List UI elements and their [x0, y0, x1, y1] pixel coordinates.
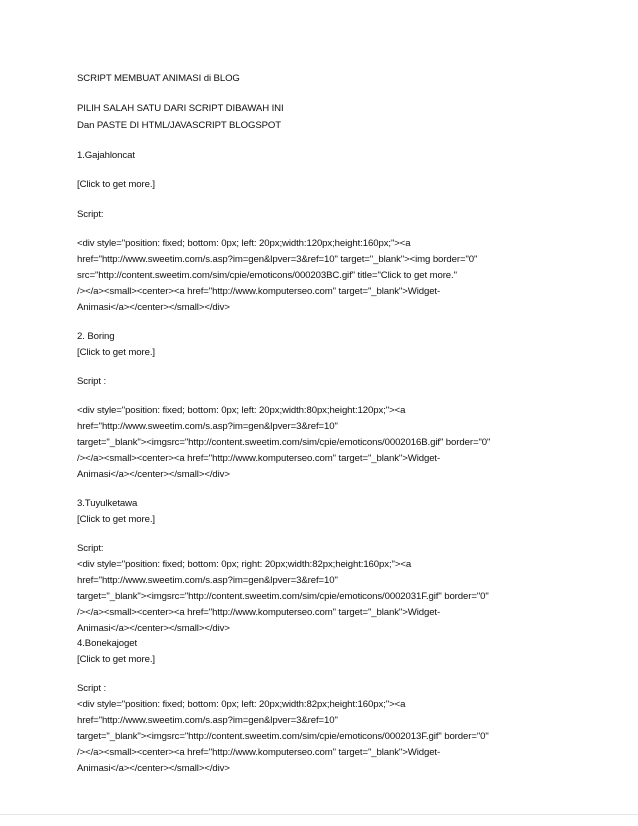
code-line: /></a><small><center><a href="http://www.komputerseo.com" target="_blank">Widget- [77, 747, 441, 758]
code-line: href="http://www.sweetim.com/s.asp?im=gen&lpver=3&ref=10" target="_blank"><img border="0" [77, 254, 478, 265]
document-title: SCRIPT MEMBUAT ANIMASI di BLOG [77, 73, 240, 84]
page-divider [0, 814, 638, 815]
code-line: target="_blank"><imgsrc="http://content.sweetim.com/sim/cpie/emoticons/0002016B.gif" border="0" [77, 437, 491, 448]
click-more-link[interactable]: [Click to get more.] [77, 347, 155, 358]
section-heading: 1.Gajahloncat [77, 150, 135, 161]
section-heading: 3.Tuyulketawa [77, 498, 138, 509]
code-line: Animasi</a></center></small></div> [77, 302, 230, 313]
section-heading: 2. Boring [77, 331, 115, 342]
click-more-link[interactable]: [Click to get more.] [77, 179, 155, 190]
script-label: Script: [77, 209, 104, 220]
script-label: Script: [77, 543, 104, 554]
code-line: <div style="position: fixed; bottom: 0px; left: 20px;width:80px;height:120px;"><a [77, 405, 406, 416]
code-line: Animasi</a></center></small></div> [77, 763, 230, 774]
code-line: target="_blank"><imgsrc="http://content.sweetim.com/sim/cpie/emoticons/0002013F.gif" border="0" [77, 731, 489, 742]
script-label: Script : [77, 683, 107, 694]
code-line: href="http://www.sweetim.com/s.asp?im=gen&lpver=3&ref=10" [77, 715, 338, 726]
script-label: Script : [77, 376, 107, 387]
code-line: src="http://content.sweetim.com/sim/cpie/emoticons/000203BC.gif" title="Click to get more." [77, 270, 457, 281]
section-heading: 4.Bonekajoget [77, 638, 138, 649]
code-line: Animasi</a></center></small></div> [77, 469, 230, 480]
code-line: <div style="position: fixed; bottom: 0px; left: 20px;width:82px;height:160px;"><a [77, 699, 406, 710]
click-more-link[interactable]: [Click to get more.] [77, 514, 155, 525]
code-line: Animasi</a></center></small></div> [77, 623, 230, 634]
code-line: href="http://www.sweetim.com/s.asp?im=gen&lpver=3&ref=10" [77, 575, 338, 586]
intro-line: Dan PASTE DI HTML/JAVASCRIPT BLOGSPOT [77, 120, 282, 131]
code-line: <div style="position: fixed; bottom: 0px; right: 20px;width:82px;height:160px;"><a [77, 559, 412, 570]
click-more-link[interactable]: [Click to get more.] [77, 654, 155, 665]
intro-line: PILIH SALAH SATU DARI SCRIPT DIBAWAH INI [77, 103, 284, 114]
code-line: /></a><small><center><a href="http://www.komputerseo.com" target="_blank">Widget- [77, 453, 441, 464]
code-line: /></a><small><center><a href="http://www.komputerseo.com" target="_blank">Widget- [77, 607, 441, 618]
code-line: <div style="position: fixed; bottom: 0px; left: 20px;width:120px;height:160px;"><a [77, 238, 411, 249]
code-line: href="http://www.sweetim.com/s.asp?im=gen&lpver=3&ref=10" [77, 421, 338, 432]
code-line: target="_blank"><imgsrc="http://content.sweetim.com/sim/cpie/emoticons/0002031F.gif" border="0" [77, 591, 489, 602]
code-line: /></a><small><center><a href="http://www.komputerseo.com" target="_blank">Widget- [77, 286, 441, 297]
